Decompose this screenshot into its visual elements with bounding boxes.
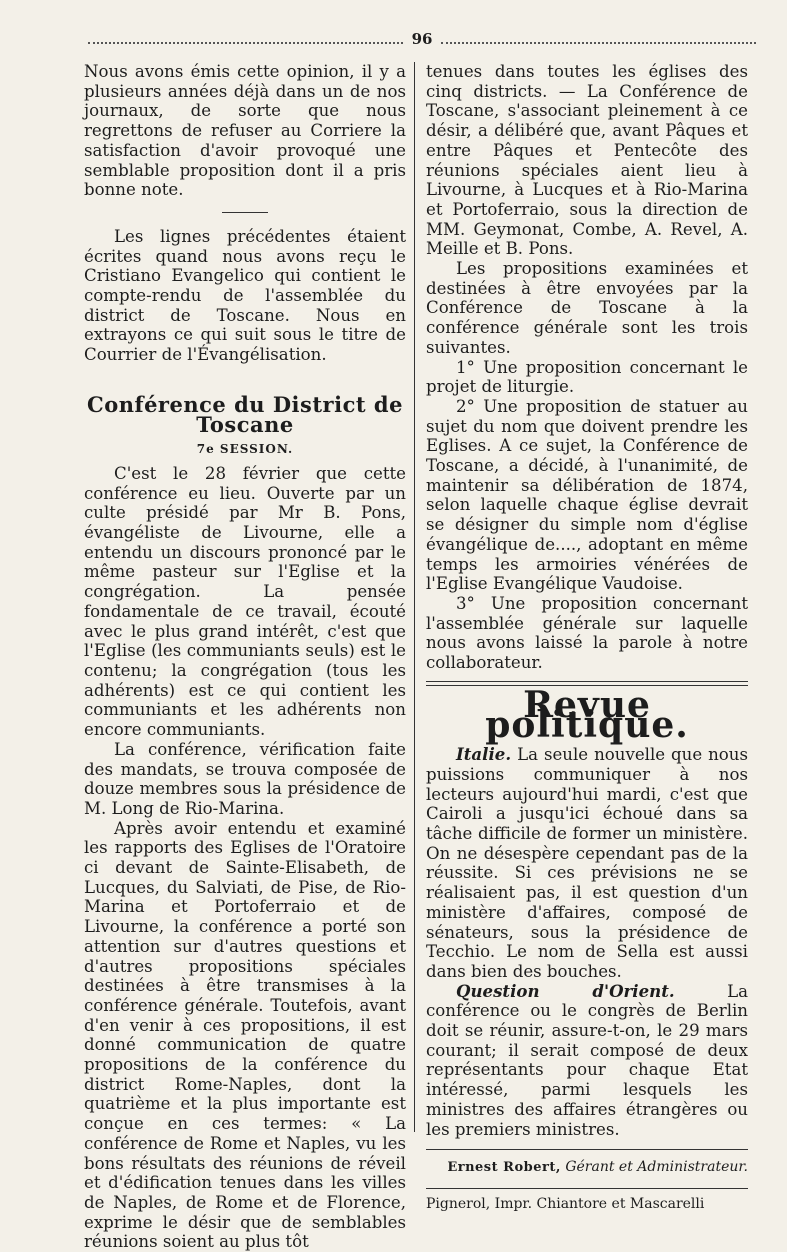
signature bbox=[426, 1158, 748, 1178]
left-paragraph-5: Après avoir entendu et examiné les rapports des Eglises de l'Oratoire ci devant de Sainte-Elisabeth, de Lucques, du Salviati, de Pise, de Rio-Marina et Portoferraio et de Livourne, la conférence a porté son attention sur d'autres questions et d'autres propositions spéciales destinées à être transmises à la conférence générale. Toutefois, avant d'en venir à ces propositions, il est donné communication de quatre propositions de la conférence du district Rome-Naples, dont la quatrième et la plus importante est conçue en ces termes: « La conférence de Rome et Naples, vu les bons résultats des réunions de réveil et d'édification tenues dans les villes de Naples, de Rome et de Florence, exprime le désir que de semblables réunions soient au plus tôt bbox=[84, 818, 406, 1252]
signature-role: Gérant et Administrateur. bbox=[565, 1159, 748, 1176]
italie-paragraph bbox=[426, 745, 748, 981]
section-subtitle: 7e SESSION. bbox=[196, 442, 294, 457]
italie-text: La seule nouvelle que nous puissions communiquer à nos lecteurs aujourd'hui mardi, c'est que Cairoli a jusqu'ici échoué dans sa tâche difficile de former un ministère. On ne désespère cependant pas de la réussite. Si ces prévisions ne se réalisaient pas, il est question d'un ministère d'affaires, composé de sénateurs, sous la présidence de Tecchio. Le nom de Sella est aussi dans bien des bouches. bbox=[426, 745, 748, 981]
footer-rule bbox=[426, 1149, 748, 1150]
section-title: Conférence du District de Toscane bbox=[87, 391, 403, 437]
right-paragraph-5: 3° Une proposition concernant l'assemblée générale sur laquelle nous avons laissé la parole à notre collaborateur. bbox=[426, 593, 748, 673]
right-paragraph-3: 1° Une proposition concernant le projet de liturgie. bbox=[426, 357, 748, 397]
signature-name: Ernest Robert, bbox=[447, 1160, 561, 1176]
right-paragraph-2: Les propositions examinées et destinées à être envoyées par la Conférence de Toscane à la conférence générale sont les trois suivantes. bbox=[426, 259, 748, 357]
orient-lead: Question d'Orient. bbox=[456, 980, 675, 1001]
column-divider bbox=[414, 62, 415, 1132]
orient-paragraph bbox=[426, 982, 748, 1140]
printer-line: Pignerol, Impr. Chiantore et Mascarelli bbox=[426, 1195, 705, 1212]
left-paragraph-4: La conférence, vérification faite des mandats, se trouva composée de douze membres sous la présidence de M. Long de Rio-Marina. bbox=[84, 739, 406, 818]
left-paragraph-1: Nous avons émis cette opinion, il y a plusieurs années déjà dans un de nos journaux, de sorte que nous regrettons de refuser au Corriere la satisfaction d'avoir provoqué une semblable proposition dont il a pris bonne note. bbox=[84, 62, 406, 200]
page-number: 96 bbox=[411, 30, 433, 48]
right-paragraph-1: tenues dans toutes les églises des cinq districts. — La Conférence de Toscane, s'associant pleinement à ce désir, a délibéré que, avant Pâques et entre Pâques et Pentecôte des réunions spéciales aient lieu à Livourne, à Lucques et à Rio-Marina et Portoferraio, sous la direction de MM. Geymonat, Combe, A. Revel, A. Meille et B. Pons. bbox=[426, 62, 748, 259]
revue-title: Revue politique. bbox=[485, 683, 689, 746]
header-ornament-right bbox=[441, 42, 756, 44]
right-column bbox=[426, 62, 748, 1215]
left-paragraph-2: Les lignes précédentes étaient écrites quand nous avons reçu le Cristiano Evangelico qui contient le compte-rendu de l'assemblée du district de Toscane. Nous en extrayons ce qui suit sous le titre de Courrier de l'Évangélisation. bbox=[84, 226, 406, 365]
orient-text: La conférence ou le congrès de Berlin doit se réunir, assure-t-on, le 29 mars courant; il serait composé de deux représentants pour chaque Etat intéressé, parmi lesquels les ministres des affaires étrangères ou les premiers ministres. bbox=[426, 981, 748, 1139]
left-paragraph-3: C'est le 28 février que cette conférence eu lieu. Ouverte par un culte présidé par Mr B. Pons, évangéliste de Livourne, elle a entendu un discours prononcé par le même pasteur sur l'Eglise et la congrégation. La pensée fondamentale de ce travail, écouté avec le plus grand intérêt, c'est que l'Eglise (les communiants seuls) est le contenu; la congrégation (tous les adhérents) est ce qui contient les communiants et les adhérents non encore communiants. bbox=[84, 463, 406, 740]
left-column bbox=[84, 62, 406, 1252]
short-separator bbox=[222, 212, 268, 213]
footer-rule-2 bbox=[426, 1188, 748, 1189]
right-paragraph-4: 2° Une proposition de statuer au sujet du nom que doivent prendre les Eglises. A ce sujet, la Conférence de Toscane, a décidé, à l'unanimité, de maintenir sa délibération de 1874, selon laquelle chaque église devrait se désigner du simple nom d'église évangélique de...., adoptant en même temps les armoiries vénérées de l'Eglise Evangélique Vaudoise. bbox=[426, 396, 748, 594]
italie-lead: Italie. bbox=[456, 744, 512, 765]
page-header bbox=[88, 30, 756, 54]
